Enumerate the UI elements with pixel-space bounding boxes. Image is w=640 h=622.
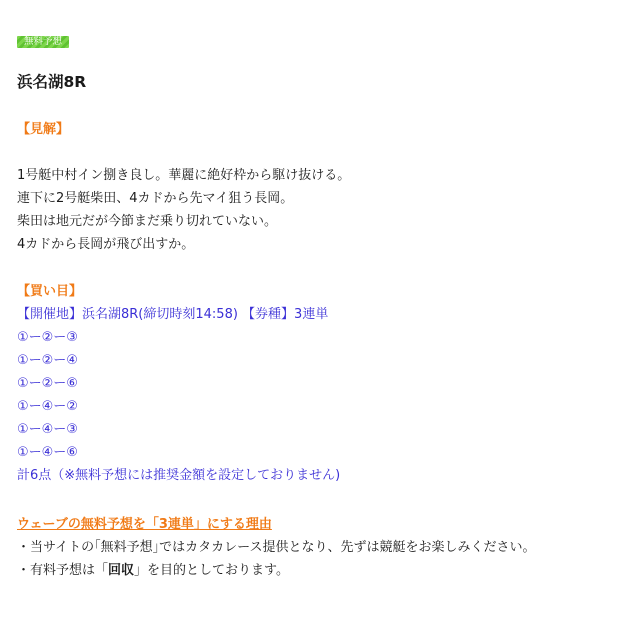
bet-combination: ①ー④ー⑥ bbox=[17, 445, 78, 460]
free-prediction-badge: 無料予想 bbox=[17, 36, 69, 48]
opinion-line: 4カドから長岡が飛び出すか。 bbox=[17, 237, 195, 252]
bet-total: 計6点（※無料予想には推奨金額を設定しておりません) bbox=[17, 468, 341, 483]
reason-bullet-text: ・有料予想は「 bbox=[17, 563, 109, 578]
bet-combination: ①ー②ー④ bbox=[17, 353, 78, 368]
opinion-line: 柴田は地元だが今節まだ乗り切れていない。 bbox=[17, 214, 278, 229]
reason-bullet bbox=[17, 562, 289, 580]
reason-bullet-emphasis: 回収 bbox=[108, 563, 135, 578]
bet-combination: ①ー②ー⑥ bbox=[17, 376, 78, 391]
opinion-line: 連下に2号艇柴田、4カドから先マイ狙う長岡。 bbox=[17, 191, 294, 206]
page-title: 浜名湖8R bbox=[17, 73, 87, 91]
opinion-heading: 【見解】 bbox=[17, 122, 70, 137]
venue-line: 【開催地】浜名湖8R(締切時刻14:58) 【券種】3連単 bbox=[17, 307, 329, 322]
reason-bullet-text: 」を目的としております。 bbox=[134, 563, 289, 578]
bet-combination: ①ー④ー③ bbox=[17, 422, 78, 437]
reason-bullet: ・当サイトの｢無料予想｣ではカタカレース提供となり、先ずは競艇をお楽しみください。 bbox=[17, 540, 536, 555]
opinion-line: 1号艇中村イン捌き良し。華麗に絶好枠から駆け抜ける。 bbox=[17, 168, 351, 183]
bets-heading: 【買い目】 bbox=[17, 284, 83, 299]
bet-combination: ①ー②ー③ bbox=[17, 330, 78, 345]
reason-heading-link[interactable]: ウェーブの無料予想を「3連単」にする理由 bbox=[17, 517, 272, 532]
bet-combination: ①ー④ー② bbox=[17, 399, 78, 414]
